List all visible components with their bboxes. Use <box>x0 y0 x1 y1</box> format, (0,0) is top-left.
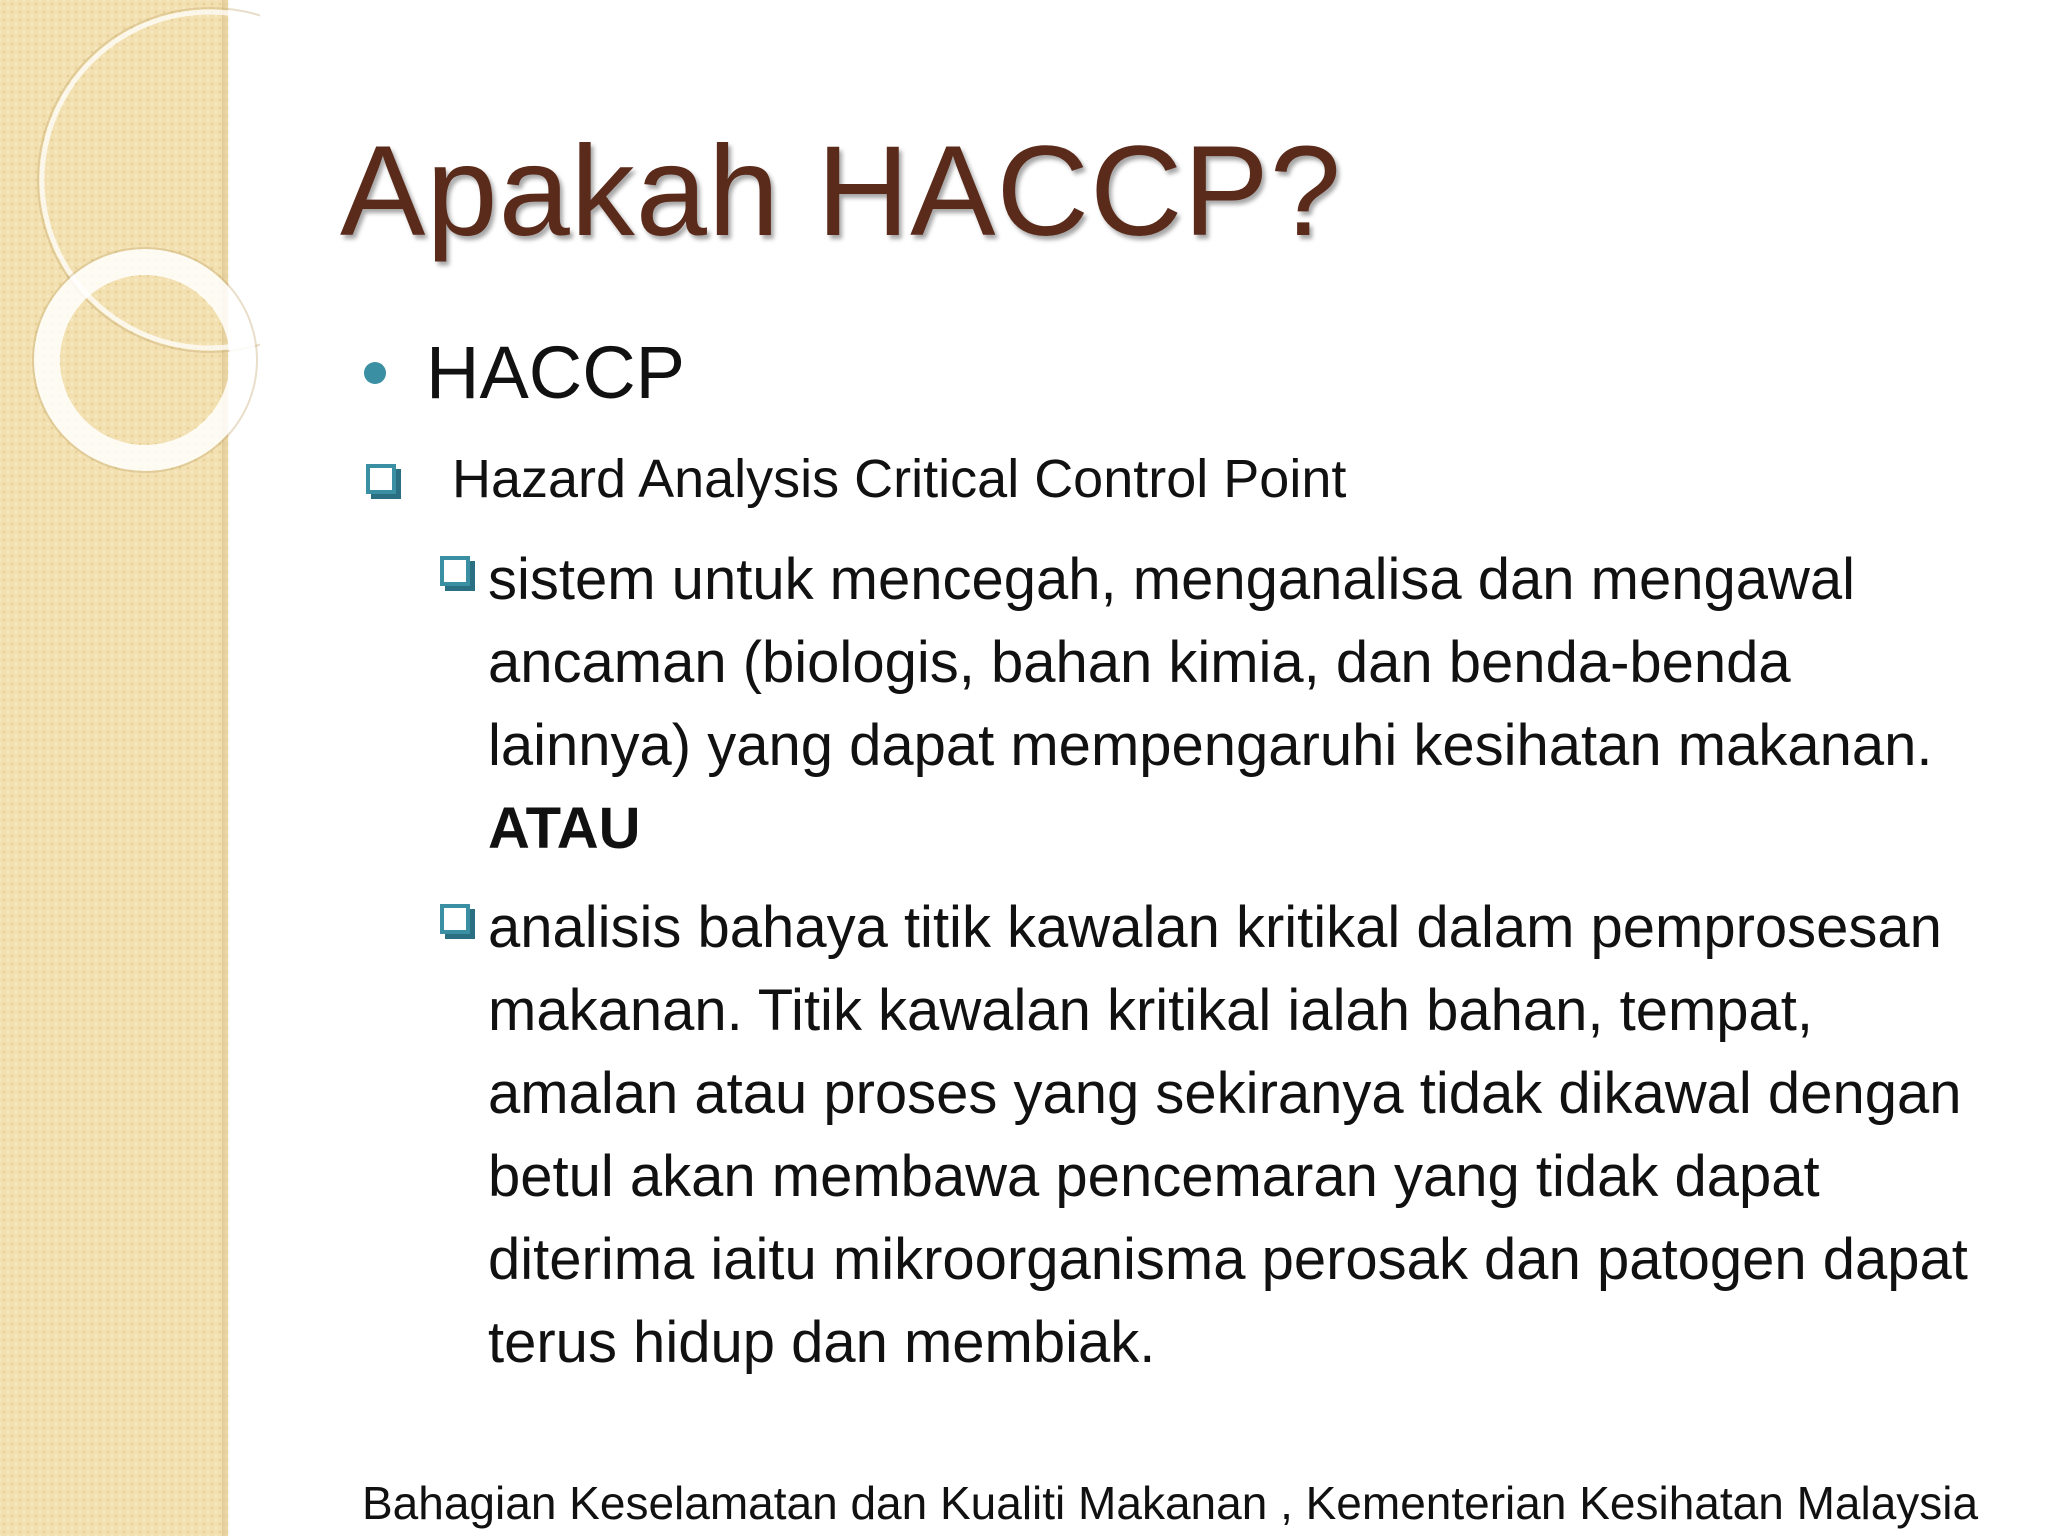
definition-text: Hazard Analysis Critical Control Point <box>452 449 1347 509</box>
square-box-bullet-icon <box>440 904 470 934</box>
point-text <box>488 886 2000 1384</box>
point-item-analysis <box>440 886 2000 1384</box>
point-text <box>488 538 2000 870</box>
point-body: analisis bahaya titik kawalan kritikal dalam pemprosesan makanan. Titik kawalan kritikal ialah bahan, tempat, amalan atau proses yang sekiranya tidak dikawal dengan betul akan membawa pencemaran yang tidak dapat diterima iaitu mikroorganisma perosak dan patogen dapat terus hidup dan membiak. <box>488 895 1968 1375</box>
square-box-bullet-icon <box>366 464 396 494</box>
bullet-haccp <box>364 330 685 415</box>
point-emphasis: ATAU <box>488 796 641 861</box>
point-body: sistem untuk mencegah, menganalisa dan mengawal ancaman (biologis, bahan kimia, dan benda-benda lainnya) yang dapat mempengaruhi kesihatan makanan. <box>488 547 1933 778</box>
decorative-rings-icon <box>0 0 260 520</box>
definition-item <box>366 448 1346 510</box>
slide-title: Apakah HACCP? <box>340 120 1342 263</box>
footer-source: Bahagian Keselamatan dan Kualiti Makanan , Kementerian Kesihatan Malaysia <box>362 1477 1979 1529</box>
bullet-label: HACCP <box>426 331 686 414</box>
square-box-bullet-icon <box>440 556 470 586</box>
dot-bullet-icon <box>364 362 386 384</box>
point-item-system <box>440 538 2000 870</box>
